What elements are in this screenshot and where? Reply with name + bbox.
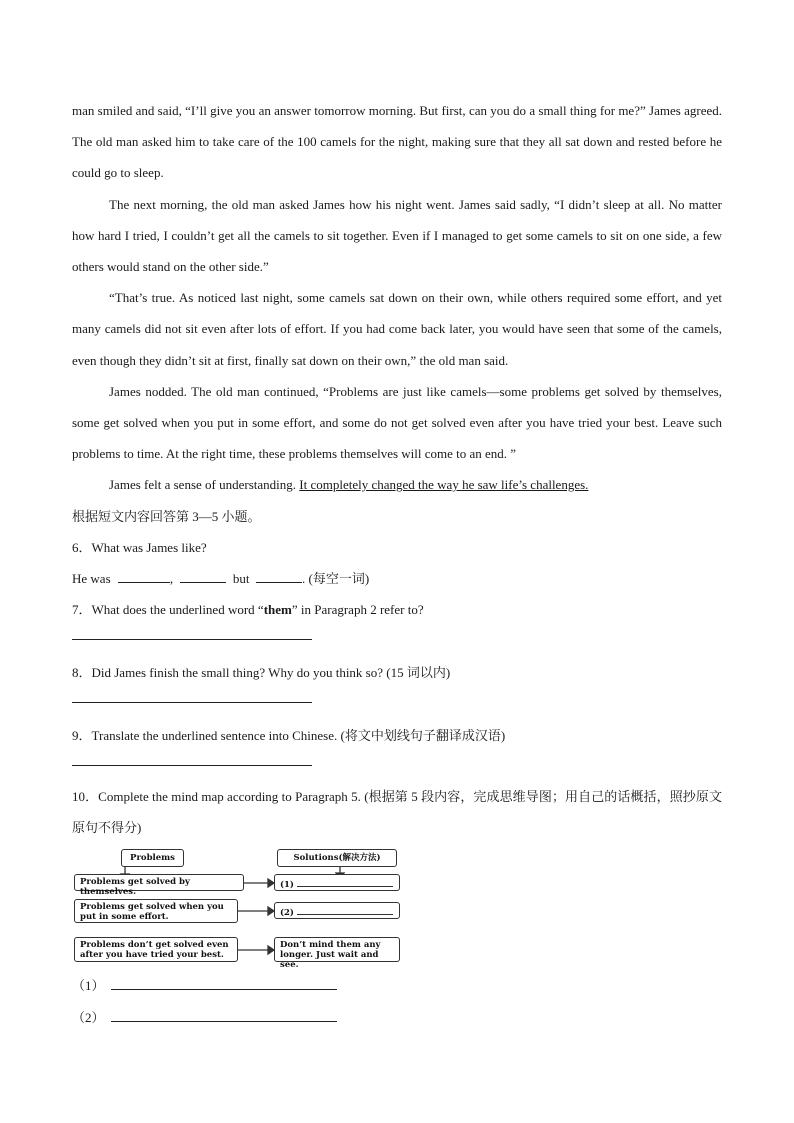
question-7 [72,594,722,625]
solutions-header: Solutions(解决方法) [277,849,397,867]
answer-row-2 [72,1007,337,1026]
problem-box-2: Problems get solved when you put in some effort. [74,899,238,923]
solution-2-label: (2) [280,908,294,918]
question-7-text-end: ” in Paragraph 2 refer to? [291,601,424,617]
he-was-label: He was [72,570,111,586]
answer-blank-3[interactable] [256,568,302,583]
underlined-sentence: It completely changed the way he saw life’s challenges. [299,477,589,493]
paragraph-3: “That’s true. As noticed last night, some camels sat down on their own, while others required some effort, and yet many camels did not sit even after lots of effort. If you had come back later, you would have seen that some of the camels, even though they didn’t sit at first, finally sat down on their own,” the old man said. [72,290,722,368]
solution-2-blank[interactable] [297,905,393,915]
question-8: 8．Did James finish the small thing? Why do you think so? (15 词以内) [72,664,451,680]
answer-blank-1[interactable] [118,568,170,583]
solution-box-3: Don’t mind them any longer. Just wait and see. [274,937,400,962]
problems-header: Problems [121,849,184,867]
answer-line-9[interactable] [72,751,312,766]
question-6-note: . (每空一词) [302,570,370,586]
answer-blank-2[interactable] [180,568,226,583]
question-9: 9．Translate the underlined sentence into Chinese. (将文中划线句子翻译成汉语) [72,727,506,743]
paragraph-5-text: James felt a sense of understanding. [109,477,300,493]
solution-1-blank[interactable] [297,877,393,887]
answer-2-label: （2） [72,1010,105,1025]
paragraph-4: James nodded. The old man continued, “Problems are just like camels—some problems get solved by themselves, some get solved when you put in some effort, and some do not get solved even after you have tried your best. Leave such problems to time. At the right time, these problems themselves will come to an end. ” [72,383,722,462]
paragraph-5 [72,469,722,500]
answer-2-line[interactable] [111,1009,337,1022]
question-6-answer-row: He was , but . (每空一词) [72,563,722,594]
passage-container [72,95,722,843]
question-7-keyword: them [263,601,292,617]
question-6: 6．What was James like? [72,539,207,555]
solution-1-label: (1) [280,880,294,890]
question-7-text: 7．What does the underlined word “ [72,601,264,617]
problem-box-1: Problems get solved by themselves. [74,874,244,891]
paragraph-2: The next morning, the old man asked James how his night went. James said sadly, “I didn’t sleep at all. No matter how hard I tried, I couldn’t get all the camels to sit together. Even if I managed to get some camels to sit on one side, a few others would stand on the other side.” [72,196,722,275]
solution-box-1 [274,874,400,891]
mind-map [72,846,402,970]
answer-1-line[interactable] [111,977,337,990]
answer-1-label: （1） [72,978,105,993]
question-10: 10．Complete the mind map according to Paragraph 5. (根据第 5 段内容，完成思维导图；用自己的话概括，照抄原文原句不得分) [72,788,722,835]
but-label: but [232,570,250,586]
answer-line-7[interactable] [72,625,312,640]
answer-row-1 [72,975,337,994]
solution-box-2 [274,902,400,919]
problem-box-3: Problems don’t get solved even after you have tried your best. [74,937,238,962]
instruction: 根据短文内容回答第 3—5 小题。 [72,508,261,524]
answer-line-8[interactable] [72,688,312,703]
paragraph-1: man smiled and said, “I’ll give you an answer tomorrow morning. But first, can you do a small thing for me?” James agreed. The old man asked him to take care of the 100 camels for the night, making sure that they all sat down and rested before he could go to sleep. [72,103,722,181]
